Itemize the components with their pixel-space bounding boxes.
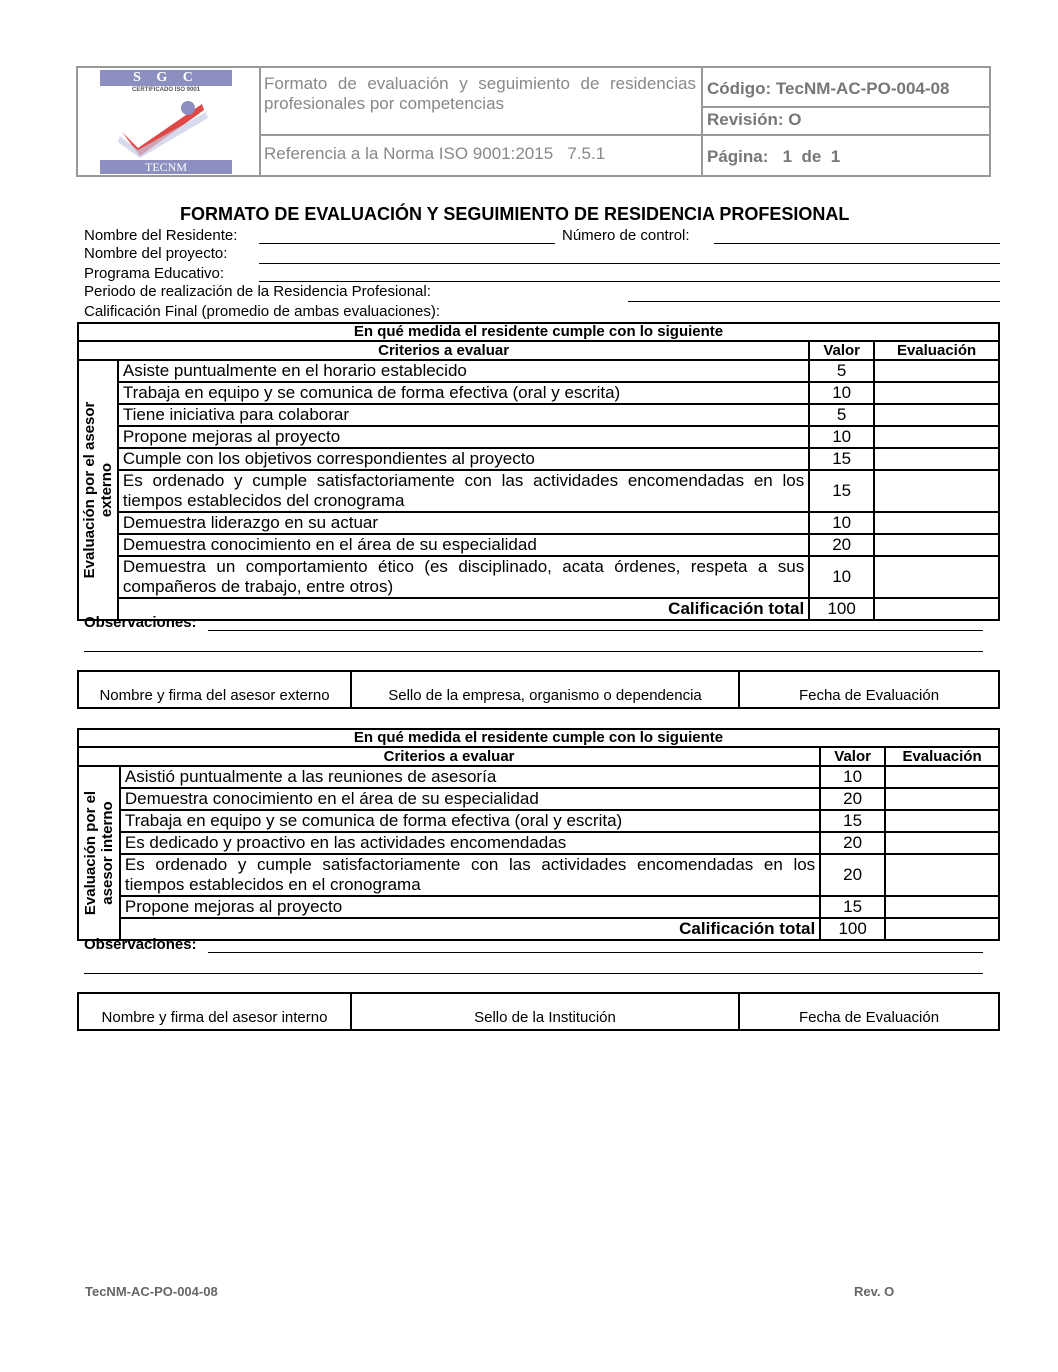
evaluation-cell[interactable] — [885, 788, 999, 810]
project-name-field[interactable] — [259, 263, 1000, 264]
evaluation-cell[interactable] — [874, 426, 999, 448]
evaluation-cell[interactable] — [885, 832, 999, 854]
criterion-text: Demuestra conocimiento en el área de su especialidad — [120, 788, 820, 810]
criterion-value: 15 — [820, 810, 885, 832]
period-field[interactable] — [628, 301, 1000, 302]
table-caption: En qué medida el residente cumple con lo siguiente — [78, 729, 999, 747]
criterion-text: Propone mejoras al proyecto — [120, 896, 820, 918]
criterion-text: Demuestra conocimiento en el área de su especialidad — [118, 534, 809, 556]
criterion-value: 5 — [809, 404, 874, 426]
evaluation-cell[interactable] — [874, 556, 999, 598]
evaluation-header: Evaluación — [874, 341, 999, 360]
internal-observations-line-1[interactable] — [208, 952, 983, 953]
total-evaluation-cell[interactable] — [885, 918, 999, 940]
sgc-logo — [100, 70, 232, 174]
criterion-value: 10 — [809, 512, 874, 534]
total-value: 100 — [809, 598, 874, 620]
company-seal[interactable]: Sello de la empresa, organismo o dependencia — [388, 687, 702, 704]
criterion-text: Trabaja en equipo y se comunica de forma efectiva (oral y escrita) — [118, 382, 809, 404]
resident-name-label: Nombre del Residente: — [84, 227, 238, 244]
project-name-label: Nombre del proyecto: — [84, 245, 228, 262]
external-observations-line-2[interactable] — [84, 651, 983, 652]
logo-cert-text: CERTIFICADO ISO 9001 — [131, 87, 200, 93]
criteria-header: Criterios a evaluar — [78, 341, 809, 360]
evaluation-cell[interactable] — [874, 512, 999, 534]
criterion-text: Trabaja en equipo y se comunica de forma efectiva (oral y escrita) — [120, 810, 820, 832]
value-header: Valor — [820, 747, 885, 766]
criterion-text: Es dedicado y proactivo en las actividades encomendadas — [120, 832, 820, 854]
evaluation-cell[interactable] — [874, 470, 999, 512]
logo-bottom-band: TECNM — [100, 160, 232, 174]
criterion-value: 10 — [809, 382, 874, 404]
criterion-value: 10 — [809, 426, 874, 448]
criterion-value: 20 — [820, 854, 885, 896]
norm-reference: Referencia a la Norma ISO 9001:2015 7.5.1 — [264, 144, 606, 163]
total-evaluation-cell[interactable] — [874, 598, 999, 620]
criterion-text: Es ordenado y cumple satisfactoriamente con las actividades encomendadas en los tiempos establecidos en el cronograma — [120, 854, 820, 896]
internal-signature-block — [77, 992, 1000, 1031]
criterion-text: Cumple con los objetivos correspondientes al proyecto — [118, 448, 809, 470]
checkmark-person-icon — [116, 96, 216, 158]
control-number-field[interactable] — [714, 243, 1000, 244]
internal-side-label: Evaluación por el asesor interno — [78, 766, 120, 940]
internal-evaluation-date[interactable]: Fecha de Evaluación — [798, 1009, 940, 1026]
criterion-value: 20 — [820, 788, 885, 810]
resident-name-field[interactable] — [259, 243, 555, 244]
criterion-value: 15 — [809, 470, 874, 512]
program-label: Programa Educativo: — [84, 265, 225, 282]
criterion-value: 20 — [820, 832, 885, 854]
criterion-value: 15 — [820, 896, 885, 918]
criterion-text: Tiene iniciativa para colaborar — [118, 404, 809, 426]
internal-advisor-signature[interactable]: Nombre y firma del asesor interno — [101, 1009, 328, 1026]
footer-revision: Rev. O — [854, 1284, 895, 1299]
evaluation-cell[interactable] — [874, 360, 999, 382]
document-header — [76, 66, 991, 177]
criterion-text: Asistió puntualmente a las reuniones de asesoría — [120, 766, 820, 788]
doc-page: Página: 1 de 1 — [707, 147, 841, 166]
page-title: FORMATO DE EVALUACIÓN Y SEGUIMIENTO DE RESIDENCIA PROFESIONAL — [180, 204, 850, 224]
internal-observations-line-2[interactable] — [84, 973, 983, 974]
doc-title: Formato de evaluación y seguimiento de residencias profesionales por competencias — [264, 74, 696, 113]
value-header: Valor — [809, 341, 874, 360]
evaluation-cell[interactable] — [885, 766, 999, 788]
final-grade-label: Calificación Final (promedio de ambas evaluaciones): — [84, 303, 441, 320]
period-label: Periodo de realización de la Residencia Profesional: — [84, 283, 431, 300]
evaluation-cell[interactable] — [885, 854, 999, 896]
criterion-value: 10 — [820, 766, 885, 788]
doc-revision: Revisión: O — [707, 110, 802, 129]
institution-seal[interactable]: Sello de la Institución — [474, 1009, 616, 1026]
logo-top-band: S G C — [100, 70, 232, 86]
evaluation-cell[interactable] — [874, 534, 999, 556]
evaluation-cell[interactable] — [874, 448, 999, 470]
evaluation-cell[interactable] — [874, 382, 999, 404]
evaluation-cell[interactable] — [874, 404, 999, 426]
criterion-value: 20 — [809, 534, 874, 556]
evaluation-cell[interactable] — [885, 810, 999, 832]
criteria-header: Criterios a evaluar — [78, 747, 820, 766]
criterion-text: Demuestra liderazgo en su actuar — [118, 512, 809, 534]
total-label: Calificación total — [118, 598, 809, 620]
internal-evaluation-table — [77, 728, 1000, 941]
criterion-value: 15 — [809, 448, 874, 470]
external-signature-block — [77, 670, 1000, 709]
external-evaluation-date[interactable]: Fecha de Evaluación — [798, 687, 940, 704]
total-value: 100 — [820, 918, 885, 940]
external-observations-label: Observaciones: — [84, 614, 197, 631]
external-advisor-signature[interactable]: Nombre y firma del asesor externo — [99, 687, 330, 704]
criterion-value: 5 — [809, 360, 874, 382]
footer-code: TecNM-AC-PO-004-08 — [85, 1284, 218, 1299]
external-observations-line-1[interactable] — [208, 630, 983, 631]
program-field[interactable] — [259, 281, 1000, 282]
criterion-text: Asiste puntualmente en el horario establecido — [118, 360, 809, 382]
evaluation-cell[interactable] — [885, 896, 999, 918]
table-caption: En qué medida el residente cumple con lo siguiente — [78, 323, 999, 341]
total-label: Calificación total — [120, 918, 820, 940]
criterion-text: Demuestra un comportamiento ético (es disciplinado, acata órdenes, respeta a sus compañeros de trabajo, entre otros) — [118, 556, 809, 598]
internal-observations-label: Observaciones: — [84, 936, 197, 953]
criterion-text: Propone mejoras al proyecto — [118, 426, 809, 448]
external-side-label: Evaluación por el asesor externo — [78, 360, 118, 620]
criterion-text: Es ordenado y cumple satisfactoriamente con las actividades encomendadas en los tiempos establecidos del cronograma — [118, 470, 809, 512]
external-evaluation-table — [77, 322, 1000, 621]
criterion-value: 10 — [809, 556, 874, 598]
control-number-label: Número de control: — [562, 227, 690, 244]
evaluation-header: Evaluación — [885, 747, 999, 766]
doc-code: Código: TecNM-AC-PO-004-08 — [707, 79, 950, 98]
